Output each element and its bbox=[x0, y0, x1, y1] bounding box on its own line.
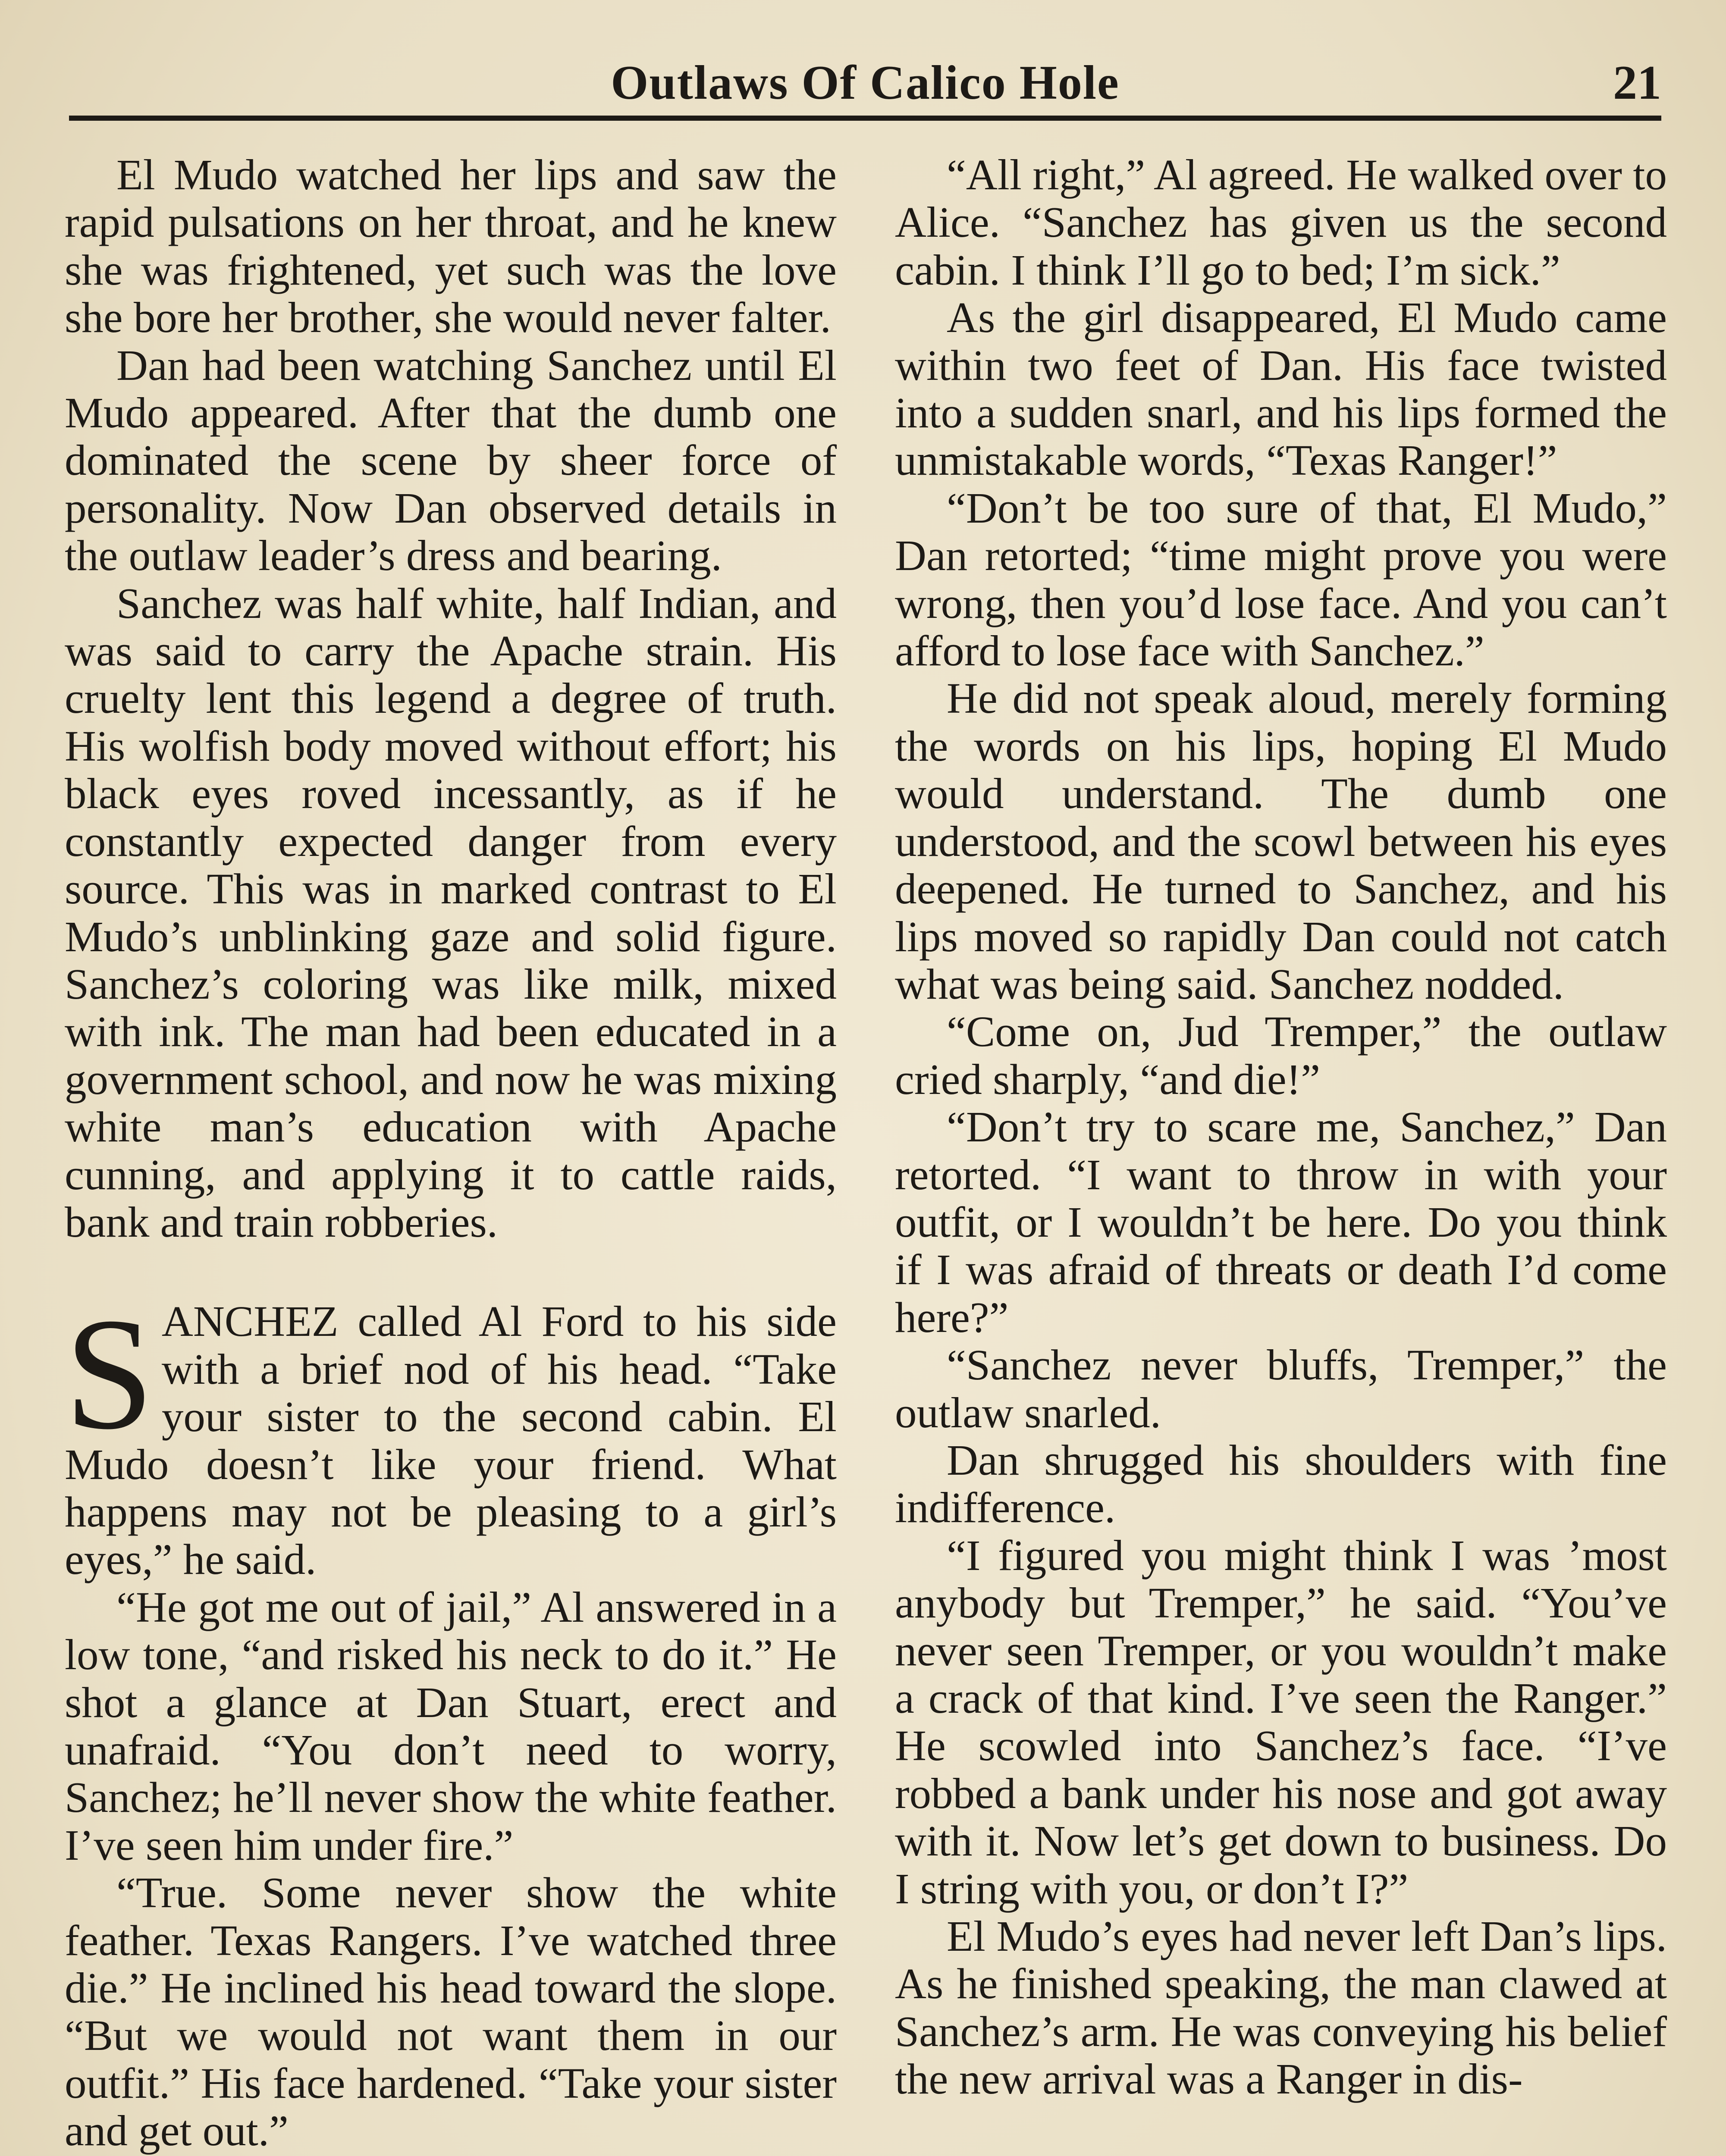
paragraph: Dan shrugged his shoulders with fine indifference. bbox=[895, 1435, 1667, 1532]
paragraph: He did not speak aloud, merely forming the words on his lips, hoping El Mudo would understand. The dumb one understood, and the scowl between his eyes deepened. He turned to Sanchez, and his lips moved so rapidly Dan could not catch what was being said. Sanchez nodded. bbox=[895, 674, 1667, 1008]
paragraph: “All right,” Al agreed. He walked over to Alice. “Sanchez has given us the second cabin. I think I’ll go to bed; I’m sick.” bbox=[895, 150, 1667, 294]
paragraph: El Mudo’s eyes had never left Dan’s lips. As he finished speaking, the man clawed at Sanchez’s arm. He was conveying his belief the new arrival was a Ranger in dis- bbox=[895, 1912, 1667, 2103]
section-opening-paragraph bbox=[65, 1285, 837, 1584]
paragraph: “Don’t be too sure of that, El Mudo,” Dan retorted; “time might prove you were wrong, then you’d lose face. And you can’t afford to lose face with Sanchez.” bbox=[895, 483, 1667, 675]
right-column bbox=[895, 151, 1667, 2103]
paragraph: “Sanchez never bluffs, Tremper,” the outlaw snarled. bbox=[895, 1341, 1667, 1437]
paragraph: El Mudo watched her lips and saw the rapid pulsations on her throat, and he knew she was frightened, yet such was the love she bore her brother, she would never falter. bbox=[65, 150, 837, 342]
page-number: 21 bbox=[1613, 56, 1661, 110]
small-caps-lead: ANCHEZ bbox=[161, 1297, 339, 1346]
paragraph-text: called Al Ford to his side with a brief nod of his head. “Take your sister to the second cabin. El Mudo doesn’t like your friend. What happens may not be pleasing to a girl’s eyes,” he said. bbox=[65, 1297, 837, 1584]
running-title: Outlaws Of Calico Hole bbox=[611, 56, 1120, 110]
paragraph: Sanchez was half white, half Indian, and was said to carry the Apache strain. His cruelty lent this legend a degree of truth. His wolfish body moved without effort; his black eyes roved incessantly, as if he constantly expected danger from every source. This was in marked contrast to El Mudo’s unblinking gaze and solid figure. Sanchez’s coloring was like milk, mixed with ink. The man had been educated in a government school, and now he was mixing white man’s education with Apache cunning, and applying it to cattle raids, bank and train robberies. bbox=[65, 579, 837, 1246]
left-column bbox=[65, 151, 837, 2155]
paragraph: “Come on, Jud Tremper,” the outlaw cried sharply, “and die!” bbox=[895, 1007, 1667, 1103]
drop-cap: S bbox=[65, 1285, 154, 1463]
paragraph: “I figured you might think I was ’most anybody but Tremper,” he said. “You’ve never seen Tremper, or you wouldn’t make a crack of that kind. I’ve seen the Ranger.” He scowled into Sanchez’s face. “I’ve robbed a bank under his nose and got away with it. Now let’s get down to business. Do I string with you, or don’t I?” bbox=[895, 1531, 1667, 1913]
paragraph: “Don’t try to scare me, Sanchez,” Dan retorted. “I want to throw in with your outfit, or I wouldn’t be here. Do you think if I was afraid of threats or death I’d come here?” bbox=[895, 1103, 1667, 1341]
paragraph: “He got me out of jail,” Al answered in a low tone, “and risked his neck to do it.” He shot a glance at Dan Stuart, erect and unafraid. “You don’t need to worry, Sanchez; he’ll never show the white feather. I’ve seen him under fire.” bbox=[65, 1583, 837, 1869]
paragraph: Dan had been watching Sanchez until El Mudo appeared. After that the dumb one dominated the scene by sheer force of personality. Now Dan observed details in the outlaw leader’s dress and bearing. bbox=[65, 341, 837, 580]
paragraph: As the girl disappeared, El Mudo came within two feet of Dan. His face twisted into a sudden snarl, and his lips formed the unmistakable words, “Texas Ranger!” bbox=[895, 293, 1667, 485]
paragraph: “True. Some never show the white feather. Texas Rangers. I’ve watched three die.” He inclined his head toward the slope. “But we would not want them in our outfit.” His face hardened. “Take your sister and get out.” bbox=[65, 1868, 837, 2155]
section-break bbox=[65, 1246, 837, 1297]
page-header bbox=[69, 51, 1661, 121]
